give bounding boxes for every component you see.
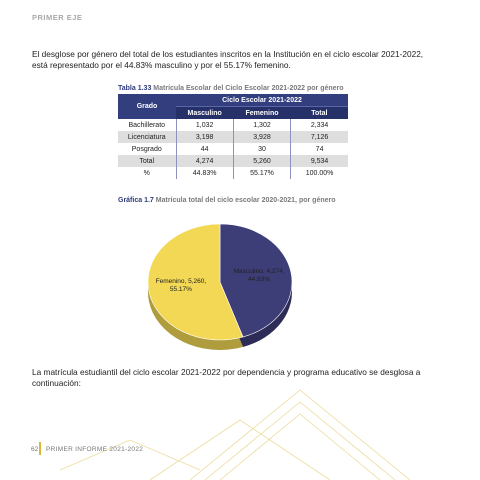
table-cell: 100.00% [291,167,348,179]
table-cell: 55.17% [233,167,290,179]
intro-paragraph: El desglose por género del total de los estudiantes inscritos en la Institución en el ciclo escolar 2021-2022, está representado por el 44.83% masculino y por el 55.17% femenino. [32,49,424,70]
page-number: 62 [31,446,39,453]
header-masculino: Masculino [176,107,233,120]
table-cell: 3,928 [233,131,290,143]
table-cell: Total [118,155,176,167]
table-cell: Licenciatura [118,131,176,143]
pie-label-masculino: Masculino, 4,274, [233,267,285,275]
table-cell: 3,198 [176,131,233,143]
table-cell: 30 [233,143,290,155]
table-cell: 9,534 [291,155,348,167]
table-cell: 1,032 [176,119,233,131]
footer-title: PRIMER INFORME 2021-2022 [46,446,144,453]
table-cell: 44 [176,143,233,155]
header-total: Total [291,107,348,120]
pie-label-femenino: Femenino, 5,260, [155,278,207,286]
header-grado: Grado [118,94,176,119]
table-cell: 74 [291,143,348,155]
header-femenino: Femenino [233,107,290,120]
pie-label-masculino: 44.83% [248,275,271,283]
graph-caption-number: Gráfica 1.7 [118,197,154,204]
table-cell: 7,126 [291,131,348,143]
header-ciclo: Ciclo Escolar 2021-2022 [176,94,348,107]
closing-paragraph: La matrícula estudiantil del ciclo escolar 2021-2022 por dependencia y programa educativo se desglosa a continuación: [32,367,421,388]
footer-rule [39,442,41,455]
table-cell: % [143,169,150,177]
table-cell: 44.83% [176,167,233,179]
table-cell: Bachillerato [128,121,166,129]
graph-caption-text: Matrícula total del ciclo escolar 2020-2021, por género [155,197,336,204]
pie-label-femenino: 55.17% [169,286,192,294]
table-cell: 5,260 [233,155,290,167]
table-cell: 4,274 [176,155,233,167]
section-label: PRIMER EJE [32,13,83,22]
table-cell: 1,302 [233,119,290,131]
table-caption-text: Matrícula Escolar del Ciclo Escolar 2021-2022 por género [153,85,344,92]
table-cell: 2,334 [291,119,348,131]
table-caption-number: Tabla 1.33 [118,85,152,92]
table-cell: Posgrado [131,145,162,153]
